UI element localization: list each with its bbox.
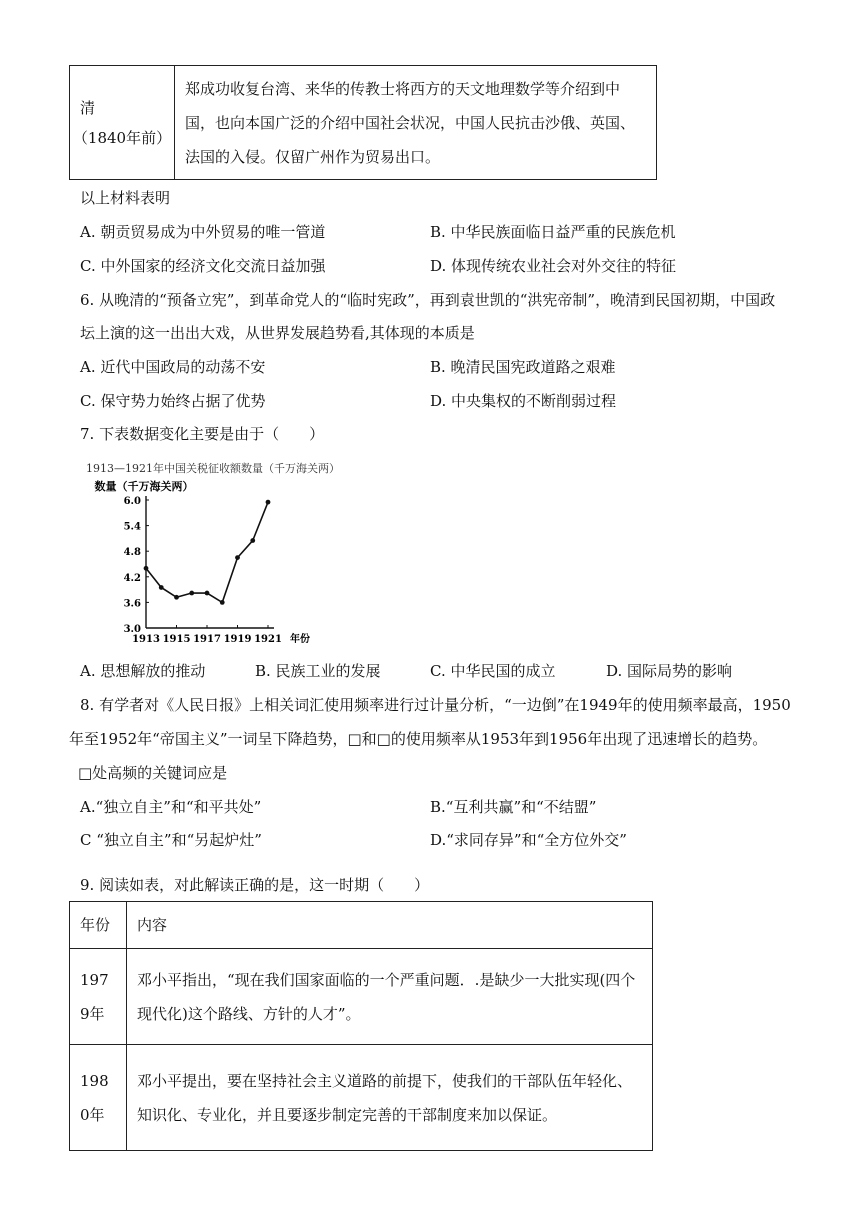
row-year: 1980年 <box>70 1045 127 1151</box>
data-point <box>174 595 179 600</box>
q8-stem-line2: 年至1952年“帝国主义”一词呈下降趋势，□和□的使用频率从1953年到1956年出现了迅速增长的趋势。 <box>69 730 768 748</box>
q9-table <box>69 901 653 1151</box>
table-row <box>70 949 653 1045</box>
y-tick-label: 5.4 <box>123 521 141 533</box>
x-tick-label: 1919 <box>223 634 252 645</box>
y-tick-label: 3.6 <box>123 598 141 610</box>
q6-option-c[interactable]: C. 保守势力始终占据了优势 <box>80 392 266 410</box>
y-tick-label: 4.2 <box>123 572 141 584</box>
q6-option-b[interactable]: B. 晚清民国宪政道路之艰难 <box>430 358 616 376</box>
q8-stem-line1: 8. 有学者对《人民日报》上相关词汇使用频率进行过计量分析，“一边倒”在1949年的使用频率最高，1950 <box>80 696 791 714</box>
header-year: 年份 <box>70 902 127 949</box>
q5-stem: 以上材料表明 <box>80 189 171 207</box>
chart-title: 1913—1921年中国关税征收额数量（千万海关两） <box>86 462 340 475</box>
x-tick-label: 1921 <box>254 634 282 645</box>
data-point <box>266 500 271 505</box>
data-point <box>159 585 164 590</box>
q6-stem-line1: 6. 从晚清的“预备立宪”，到革命党人的“临时宪政”，再到袁世凯的“洪宪帝制”，晚清到民国初期，中国政 <box>80 291 776 309</box>
data-point <box>205 591 210 596</box>
data-point <box>220 600 225 605</box>
row-content: 邓小平指出，“现在我们国家面临的一个严重问题．.是缺少一大批实现(四个现代化)这个路线、方针的人才”。 <box>127 949 653 1045</box>
data-point <box>250 538 255 543</box>
era-name: 清 <box>80 98 96 117</box>
data-point <box>144 566 149 571</box>
customs-revenue-chart <box>80 476 340 646</box>
data-point <box>189 591 194 596</box>
q8-option-b[interactable]: B.“互利共赢”和“不结盟” <box>430 798 597 816</box>
q5-option-c[interactable]: C. 中外国家的经济文化交流日益加强 <box>80 257 326 275</box>
q7-option-d[interactable]: D. 国际局势的影响 <box>606 662 733 680</box>
q6-option-a[interactable]: A. 近代中国政局的动荡不安 <box>80 358 266 376</box>
x-axis-label: 年份 <box>290 634 310 645</box>
q5-option-d[interactable]: D. 体现传统农业社会对外交往的特征 <box>430 257 677 275</box>
y-tick-label: 3.0 <box>123 624 141 635</box>
table-header-row <box>70 902 653 949</box>
x-tick-label: 1915 <box>162 634 191 645</box>
q5-option-b[interactable]: B. 中华民族面临日益严重的民族危机 <box>430 223 676 241</box>
q8-stem-line3: □处高频的关键词应是 <box>78 764 228 782</box>
q5-option-a[interactable]: A. 朝贡贸易成为中外贸易的唯一管道 <box>80 223 326 241</box>
x-tick-label: 1917 <box>193 634 221 645</box>
y-tick-label: 4.8 <box>123 547 141 559</box>
data-point <box>235 555 240 560</box>
era-cell <box>70 66 175 180</box>
row-content: 邓小平提出，要在坚持社会主义道路的前提下，使我们的干部队伍年轻化、知识化、专业化，并且要逐步制定完善的干部制度来加以保证。 <box>127 1045 653 1151</box>
table-row <box>70 66 657 180</box>
q7-option-c[interactable]: C. 中华民国的成立 <box>430 662 556 680</box>
row-year: 1979年 <box>70 949 127 1045</box>
q8-option-c[interactable]: C “独立自主”和“另起炉灶” <box>80 831 262 849</box>
y-tick-label: 6.0 <box>123 496 141 507</box>
y-axis-label: 数量（千万海关两） <box>94 480 194 493</box>
q7-option-b[interactable]: B. 民族工业的发展 <box>255 662 381 680</box>
x-tick-label: 1913 <box>132 634 160 645</box>
q8-option-d[interactable]: D.“求同存异”和“全方位外交” <box>430 831 627 849</box>
header-content: 内容 <box>127 902 653 949</box>
q6-stem-line2: 坛上演的这一出出大戏，从世界发展趋势看,其体现的本质是 <box>80 324 475 342</box>
era-range: （1840年前） <box>72 128 172 147</box>
q7-option-a[interactable]: A. 思想解放的推动 <box>80 662 206 680</box>
q7-stem: 7. 下表数据变化主要是由于（ ） <box>80 425 325 443</box>
q8-option-a[interactable]: A.“独立自主”和“和平共处” <box>80 798 262 816</box>
dynasty-table <box>69 65 657 180</box>
q9-stem: 9. 阅读如表，对此解读正确的是，这一时期（ ） <box>80 876 430 894</box>
q6-option-d[interactable]: D. 中央集权的不断削弱过程 <box>430 392 617 410</box>
table-row <box>70 1045 653 1151</box>
series-line <box>146 502 268 602</box>
era-description: 郑成功收复台湾、来华的传教士将西方的天文地理数学等介绍到中国，也向本国广泛的介绍中国社会状况，中国人民抗击沙俄、英国、法国的入侵。仅留广州作为贸易出口。 <box>175 66 657 180</box>
